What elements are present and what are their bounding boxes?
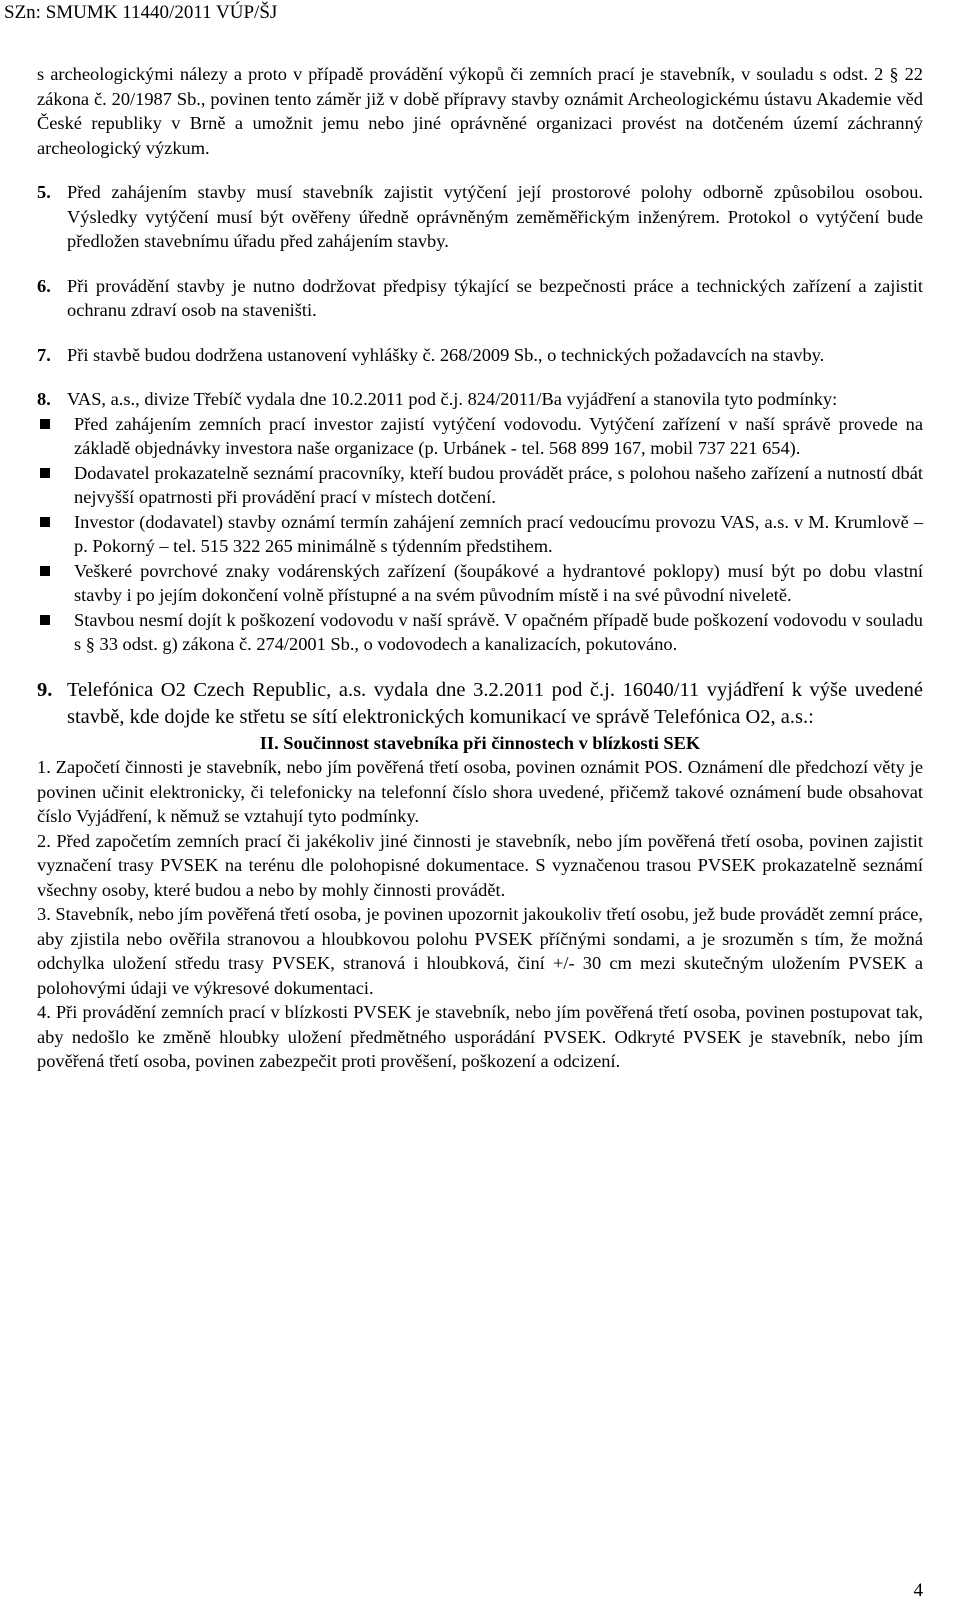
list-item-5	[37, 180, 923, 254]
condition-bullet: Dodavatel prokazatelně seznámí pracovníky, kteří budou provádět práce, s polohou našeho zařízení a nutností dbát nejvyšší opatrnosti při provádění prací v místech dotčení.	[37, 461, 923, 510]
item-text: Při provádění stavby je nutno dodržovat předpisy týkající se bezpečnosti práce a technických zařízení a zajistit ochranu zdraví osob na staveništi.	[67, 275, 923, 320]
paragraph-1: 1. Započetí činnosti je stavebník, nebo jím pověřená třetí osoba, povinen oznámit POS. Oznámení dle předchozí věty je povinen učinit elektronicky, či telefonicky na telefonní číslo shora uvedené, přičemž takové oznámení bude obsahovat číslo Vyjádření, k němuž se vztahují tyto podmínky.	[37, 757, 923, 826]
document-body	[37, 62, 923, 1074]
item-text: Při stavbě budou dodržena ustanovení vyhlášky č. 268/2009 Sb., o technických požadavcích na stavby.	[67, 344, 825, 365]
paragraph-3: 3. Stavebník, nebo jím pověřená třetí osoba, je povinen upozornit jakoukoliv třetí osobu, jež bude provádět zemní práce, aby zjistila nebo ověřila stranovou a hloubkovou polohu PVSEK příčnými sondami, a je srozuměn s tím, že možná odchylka uložení středu trasy PVSEK, stranová i hloubková, činí +/- 30 cm mezi skutečným uložením PVSEK a polohovými údaji ve výkresové dokumentaci.	[37, 904, 923, 998]
condition-bullet: Investor (dodavatel) stavby oznámí termín zahájení zemních prací vedoucímu provozu VAS, a.s. v M. Krumlově – p. Pokorný – tel. 515 322 265 minimálně s týdenním předstihem.	[37, 510, 923, 559]
conditions-list	[37, 412, 923, 657]
document-header: SZn: SMUMK 11440/2011 VÚP/ŠJ	[4, 2, 278, 23]
item-number: 5.	[37, 182, 51, 202]
item-text: Před zahájením stavby musí stavebník zajistit vytýčení její prostorové polohy odborně způsobilou osobou. Výsledky vytýčení musí být ověřeny úředně oprávněným zeměměřickým inženýrem. Protokol o vytýčení bude předložen stavebnímu úřadu před zahájením stavby.	[67, 182, 923, 251]
condition-bullet: Před zahájením zemních prací investor zajistí vytýčení vodovodu. Vytýčení zařízení v naší správě provede na základě objednávky investora naše organizace (p. Urbánek - tel. 568 899 167, mobil 737 221 654).	[37, 412, 923, 461]
list-item-8	[37, 387, 923, 412]
item-number: 6.	[37, 275, 51, 296]
condition-bullet: Veškeré povrchové znaky vodárenských zařízení (šoupákové a hydrantové poklopy) musí být po dobu vlastní stavby i po jejím dokončení volně přístupné a na svém původním místě i na své původní niveletě.	[37, 559, 923, 608]
list-item-9	[37, 677, 923, 731]
section-title: II. Součinnost stavebníka při činnostech v blízkosti SEK	[259, 732, 701, 753]
item-number: 7.	[37, 344, 51, 365]
list-item-7	[37, 343, 923, 368]
item-text: VAS, a.s., divize Třebíč vydala dne 10.2.2011 pod č.j. 824/2011/Ba vyjádření a stanovila tyto podmínky:	[67, 389, 838, 409]
item-number: 9.	[37, 678, 53, 701]
item-text: Telefónica O2 Czech Republic, a.s. vydala dne 3.2.2011 pod č.j. 16040/11 vyjádření k výše uvedené stavbě, kde dojde ke střetu se sítí elektronických komunikací ve správě Telefónica O2, a.s.:	[67, 678, 923, 728]
paragraph-4: 4. Při provádění zemních prací v blízkosti PVSEK je stavebník, nebo jím pověřená třetí osoba, povinen postupovat tak, aby nedošlo ke změně hloubky uložení předmětného usporádání PVSEK. Odkryté PVSEK je stavebník, nebo jím pověřená třetí osoba, povinen zabezpečit proti prověšení, poškození a odcizení.	[37, 1002, 923, 1071]
list-item-6	[37, 274, 923, 323]
condition-bullet: Stavbou nesmí dojít k poškození vodovodu v naší správě. V opačném případě bude poškození vodovodu v souladu s § 33 odst. g) zákona č. 274/2001 Sb., o vodovodech a kanalizacích, pokutováno.	[37, 608, 923, 657]
intro-paragraph: s archeologickými nálezy a proto v případě provádění výkopů či zemních prací je stavebník, v souladu s odst. 2 § 22 zákona č. 20/1987 Sb., povinen tento záměr již v době přípravy stavby oznámit Archeologickému ústavu Akademie věd České republiky v Brně a umožnit jemu nebo jiné oprávněné organizaci provést na dotčeném území záchranný archeologický výzkum.	[37, 64, 923, 158]
item-number: 8.	[37, 389, 51, 409]
page-number: 4	[913, 1580, 923, 1601]
paragraph-2: 2. Před započetím zemních prací či jakékoliv jiné činnosti je stavebník, nebo jím pověřená třetí osoba, povinen zajistit vyznačení trasy PVSEK na terénu dle polohopisné dokumentace. S vyznačenou trasou PVSEK prokazatelně seznámí všechny osoby, které budou a nebo by mohly činnosti provádět.	[37, 830, 923, 900]
